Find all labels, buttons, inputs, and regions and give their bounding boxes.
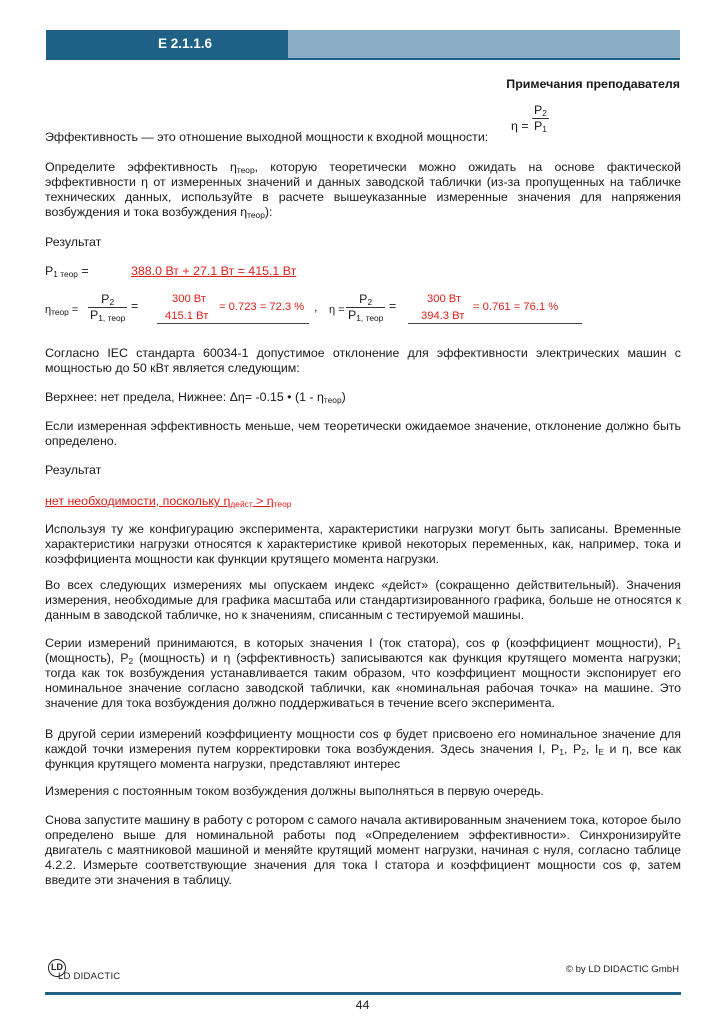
page-number: 44 xyxy=(355,998,370,1012)
formula-eta-label: η = xyxy=(511,119,529,133)
header-bar-light xyxy=(288,30,680,58)
constant-current-note: Измерения с постоянным током возбуждения должны выполняться в первую очередь. xyxy=(45,784,544,798)
eta-value: = 0.761 = 76.1 % xyxy=(473,301,559,313)
p1-theor-label: $P_{1 теор}$ = xyxy=(45,264,89,279)
formula-eta-fraction: $\frac{P_2}{P_1}$ xyxy=(534,103,547,134)
denominator-2: 394.3 Вт xyxy=(421,310,465,322)
deviation-paragraph: Если измеренная эффективность меньше, чем теоретически ожидаемое значение, отклонение должно быть определено. xyxy=(45,419,681,448)
numerator-2: 300 Вт xyxy=(427,293,461,305)
result-heading-2: Результат xyxy=(45,463,102,477)
header-rule xyxy=(46,58,680,60)
separator-comma: , xyxy=(314,300,318,314)
experiment-code: E 2.1.1.6 xyxy=(158,36,213,51)
load-characteristics-paragraph: Используя ту же конфигурацию эксперимента, характеристики нагрузки могут быть записаны. Временные характеристики нагрузки относятся к характеристике кривой некоторых переменных, как, например, тока и коэффициента мощности как функции крутящего момента нагрузки. xyxy=(45,522,681,566)
measurement-series-paragraph: Серии измерений принимаются, в которых значения I (ток статора), cos φ (коэффициент мощности), $P_1$ (мощность), $P_2$ (мощность) и η (эффективность) записываются как функция крутящего момента нагрузки; тогда как ток возбуждения устанавливается таким образом, что коэффициент мощности экспонирует его номинальное значение согласно заводской таблички, как «номинальная рабочая точка» на машине. Это значение для тока возбуждения должно поддерживаться в течение всего эксперимента. xyxy=(45,636,681,710)
eq-sign-1: = xyxy=(131,299,139,313)
eta-label: η = xyxy=(329,304,345,316)
result-2-value: нет необходимости, поскольку $\eta_{дейст} > \eta_{теор}$ xyxy=(45,494,292,509)
power-factor-series-paragraph: В другой серии измерений коэффициенту мощности cos φ будет присвоено его номинальное значение для каждой точки измерения путем корректировки тока возбуждения. Здесь значения I, $P_1$, $P_2$, $I_E$ и η, все как функция крутящего момента нагрузки, представляют интерес xyxy=(45,727,682,771)
theory-paragraph: Определите эффективность $\eta_{теор}$, которую теоретически можно ожидать на основе фактической эффективности η от измеренных значений и данных заводской таблички (из-за пропущенных на табличке технических данных, используйте в расчете вышеуказанные измеренные значения для напряжения возбуждения и тока возбуждения $\eta_{теор}$): xyxy=(45,160,681,220)
eta-theor-value: = 0.723 = 72.3 % xyxy=(219,301,305,313)
ld-logo-mark: LD xyxy=(51,962,63,972)
footer-rule xyxy=(45,992,681,995)
eta-theor-fraction: $P_2$ $P_{1, теор}$ xyxy=(90,292,126,323)
iec-standard-paragraph: Согласно IEC стандарта 60034-1 допустимое отклонение для эффективности электрических машин с мощностью до 50 кВт является следующим: xyxy=(45,346,681,375)
numerator-1: 300 Вт xyxy=(172,293,206,305)
section-title: Примечания преподавателя xyxy=(506,77,680,91)
eta-theor-label: $\eta_{теор}$ = xyxy=(45,304,79,317)
p1-theor-value: 388.0 Вт + 27.1 Вт = 415.1 Вт xyxy=(131,264,297,278)
index-omission-paragraph: Во всех следующих измерениях мы опускаем индекс «дейст» (сокращенно действительный). Значения измерения, необходимые для графика масштаба или стандартизированного графика, больше не относятся к данным в заводской табличке, но к значениям, списанным с тестируемой машины. xyxy=(45,578,681,622)
eta-fraction: $P_2$ $P_{1, теор}$ xyxy=(348,292,384,323)
procedure-paragraph: Снова запустите машину в работу с ротором с самого начала активированным значением тока, которое было определено выше для номинальной работы под «Определением эффективности». Синхронизируйте двигатель с маятниковой машиной и меняйте крутящий момент нагрузки, начиная с нуля, согласно таблице 4.2.2. Измерьте соответствующие значения для тока I статора и коэффициент мощности cos φ, затем введите эти значения в таблицу. xyxy=(45,813,681,887)
copyright-notice: © by LD DIDACTIC GmbH xyxy=(565,964,679,975)
tolerance-limits: Верхнее: нет предела, Нижнее: Δη= -0.15 • $(1 - \eta_{теор})$ xyxy=(45,390,346,405)
result-heading-1: Результат xyxy=(45,235,102,249)
denominator-1: 415.1 Вт xyxy=(165,310,209,322)
fraction-line-2 xyxy=(408,323,582,324)
fraction-line-1 xyxy=(157,323,309,324)
ld-didactic-logo-text: LD DIDACTIC xyxy=(58,971,121,982)
efficiency-definition: Эффективность — это отношение выходной мощности к входной мощности: xyxy=(45,130,489,144)
eq-sign-2: = xyxy=(389,299,397,313)
